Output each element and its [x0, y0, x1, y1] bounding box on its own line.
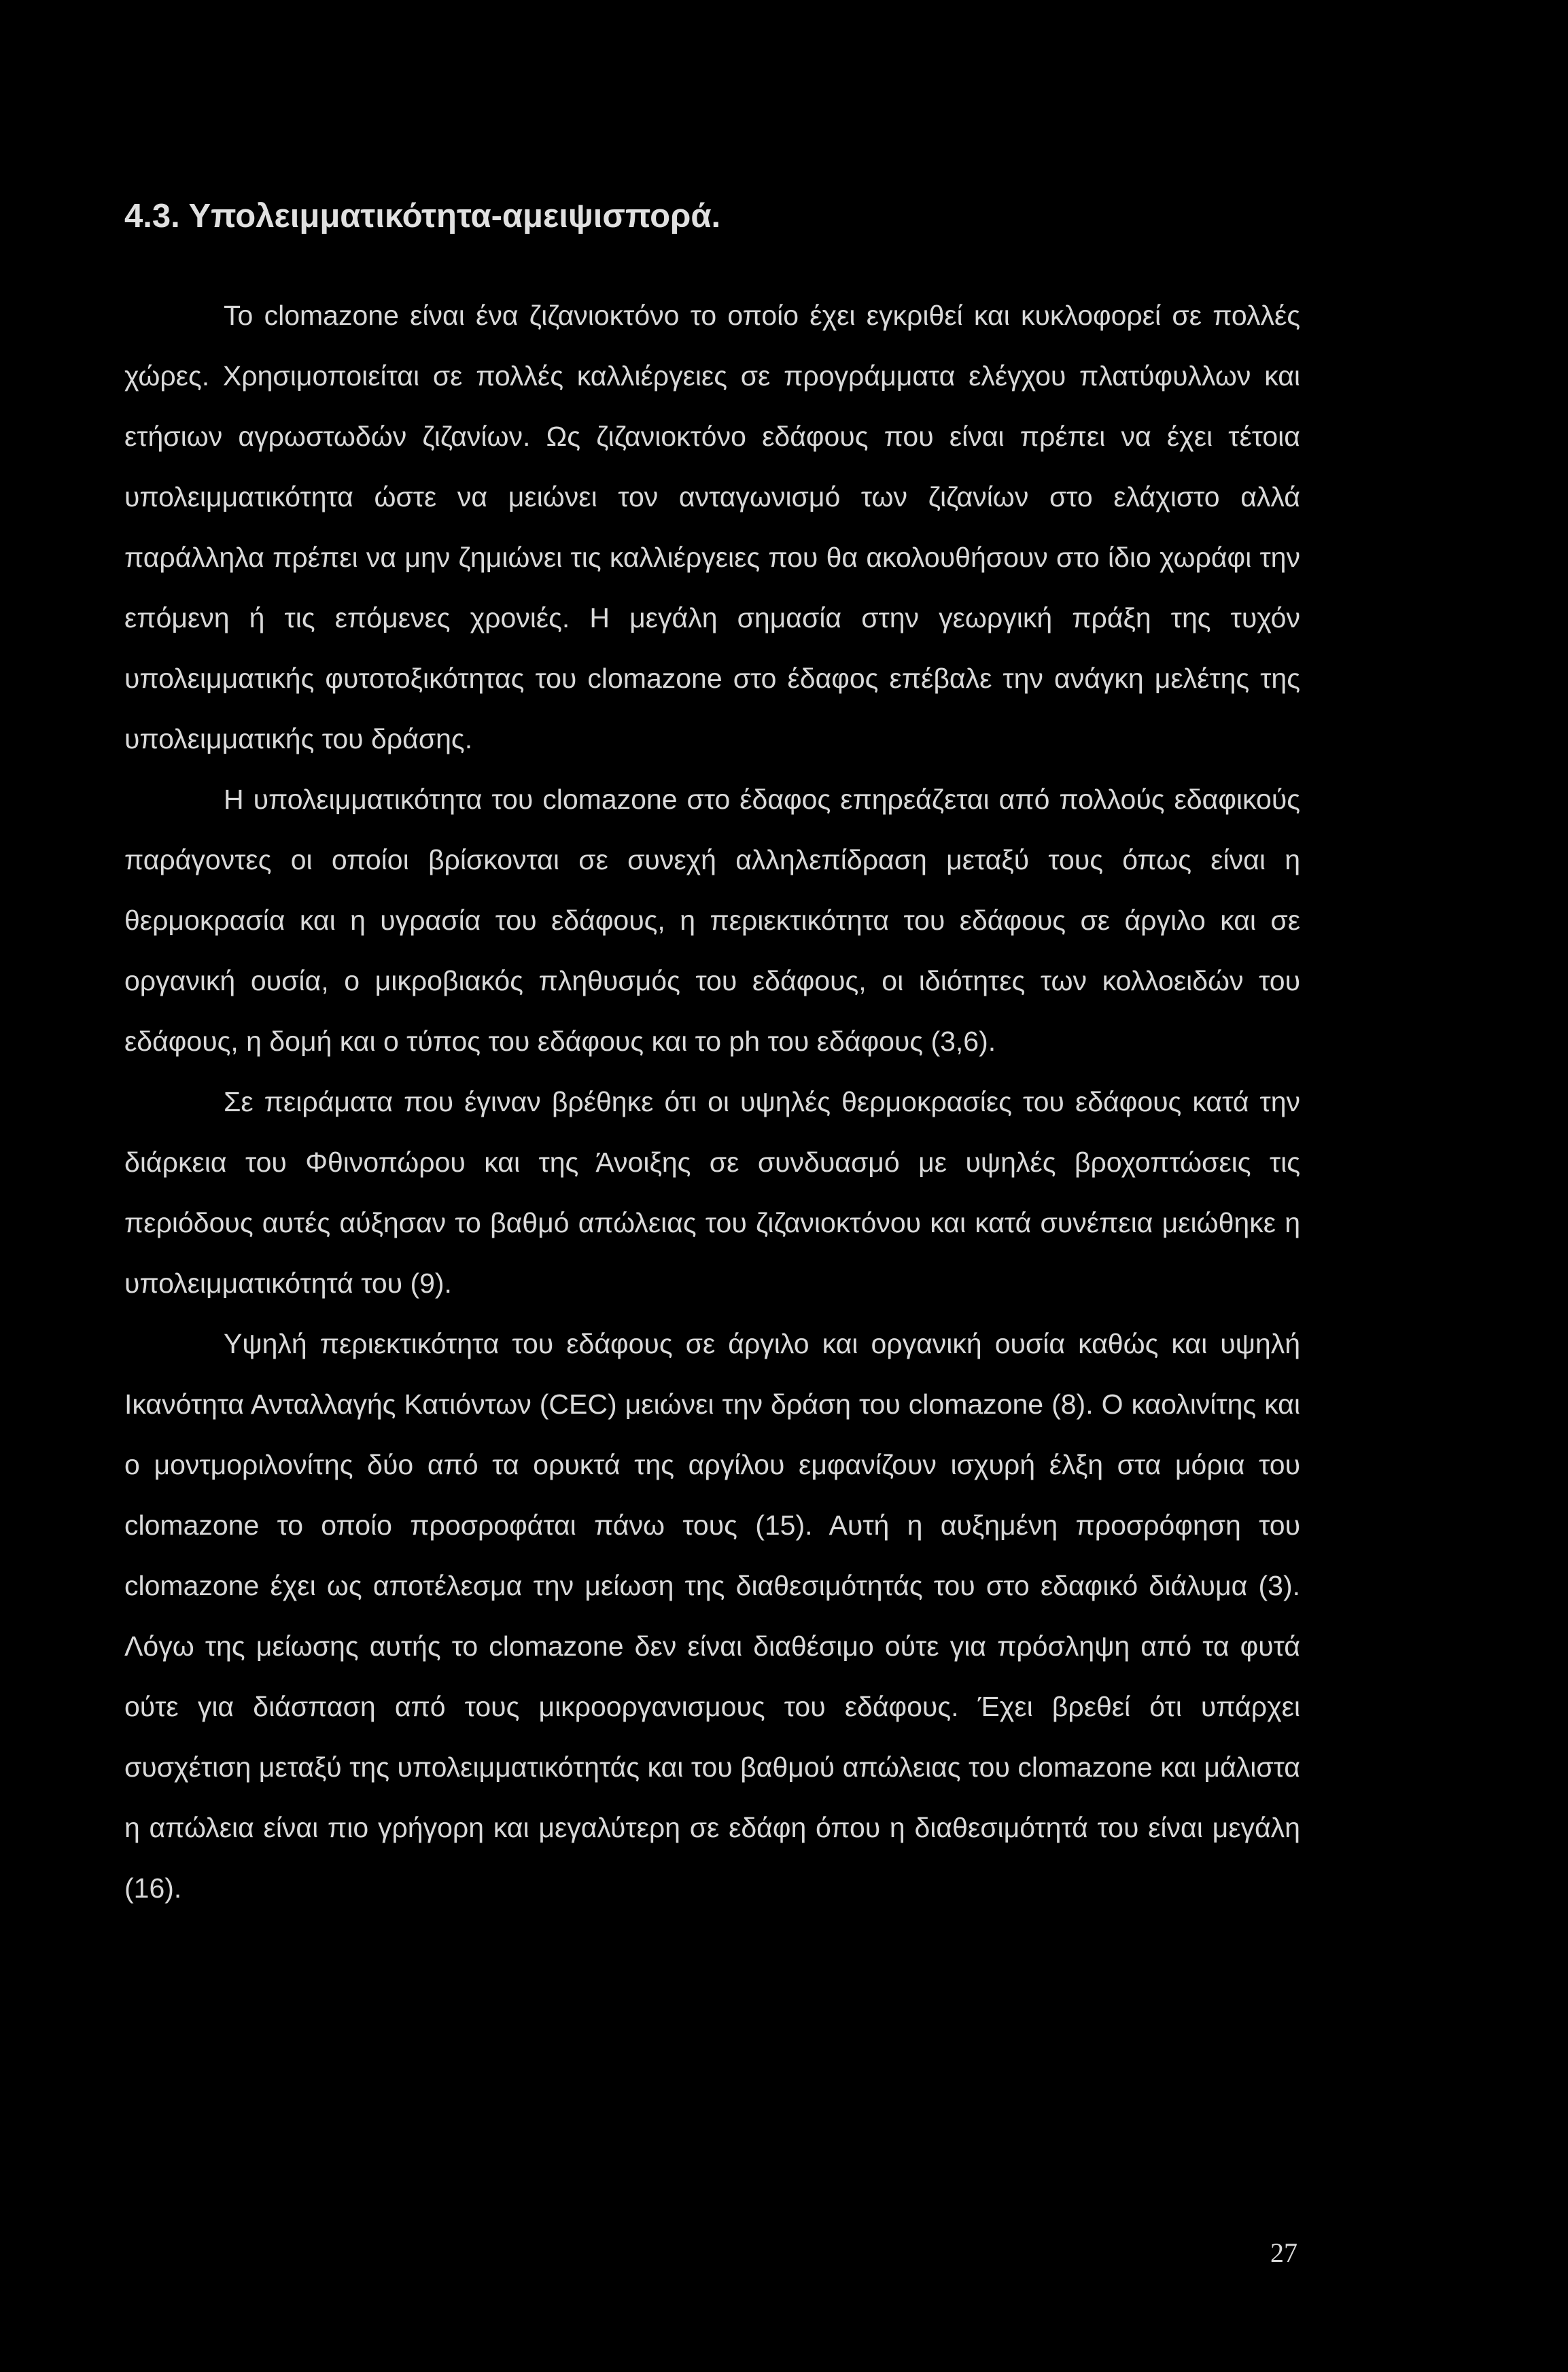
paragraph-4: Υψηλή περιεκτικότητα του εδάφους σε άργιλο και οργανική ουσία καθώς και υψηλή Ικανότητα Ανταλλαγής Κατιόντων (CEC) μειώνει την δράση του clomazone (8). Ο καολινίτης και ο μοντμοριλονίτης δύο από τα ορυκτά της αργίλου εμφανίζουν ισχυρή έλξη στα μόρια του clomazone το οποίο προσροφάται πάνω τους (15). Αυτή η αυξημένη προσρόφηση του clomazone έχει ως αποτέλεσμα την μείωση της διαθεσιμότητάς του στο εδαφικό διάλυμα (3). Λόγω της μείωσης αυτής το clomazone δεν είναι διαθέσιμο ούτε για πρόσληψη από τα φυτά ούτε για διάσπαση από τους μικροοργανισμους του εδάφους. Έχει βρεθεί ότι υπάρχει συσχέτιση μεταξύ της υπολειμματικότητάς και του βαθμού απώλειας του clomazone και μάλιστα η απώλεια είναι πιο γρήγορη και μεγαλύτερη σε εδάφη όπου η διαθεσιμότητά του είναι μεγάλη (16).	[124, 1328, 1300, 1904]
section-heading: 4.3. Υπολειμματικότητα-αμειψισπορά.	[124, 198, 721, 234]
paragraph-1: Το clomazone είναι ένα ζιζανιοκτόνο το οποίο έχει εγκριθεί και κυκλοφορεί σε πολλές χώρες. Χρησιμοποιείται σε πολλές καλλιέργειες σε προγράμματα ελέγχου πλατύφυλλων και ετήσιων αγρωστωδών ζιζανίων. Ως ζιζανιοκτόνο εδάφους που είναι πρέπει να έχει τέτοια υπολειμματικότητα ώστε να μειώνει τον ανταγωνισμό των ζιζανίων στο ελάχιστο αλλά παράλληλα πρέπει να μην ζημιώνει τις καλλιέργειες που θα ακολουθήσουν στο ίδιο χωράφι την επόμενη ή τις επόμενες χρονιές. Η μεγάλη σημασία στην γεωργική πράξη της τυχόν υπολειμματικής φυτοτοξικότητας του clomazone στο έδαφος επέβαλε την ανάγκη μελέτης της υπολειμματικής του δράσης.	[124, 300, 1300, 754]
paragraph-3: Σε πειράματα που έγιναν βρέθηκε ότι οι υψηλές θερμοκρασίες του εδάφους κατά την διάρκεια του Φθινοπώρου και της Άνοιξης σε συνδυασμό με υψηλές βροχοπτώσεις τις περιόδους αυτές αύξησαν το βαθμό απώλειας του ζιζανιοκτόνου και κατά συνέπεια μειώθηκε η υπολειμματικότητά του (9).	[124, 1086, 1300, 1299]
section-body	[124, 285, 1300, 1919]
page-number: 27	[1270, 2237, 1297, 2268]
paragraph-2: Η υπολειμματικότητα του clomazone στο έδαφος επηρεάζεται από πολλούς εδαφικούς παράγοντες οι οποίοι βρίσκονται σε συνεχή αλληλεπίδραση μεταξύ τους όπως είναι η θερμοκρασία και η υγρασία του εδάφους, η περιεκτικότητα του εδάφους σε άργιλο και σε οργανική ουσία, ο μικροβιακός πληθυσμός του εδάφους, οι ιδιότητες των κολλοειδών του εδάφους, η δομή και ο τύπος του εδάφους και το ph του εδάφους (3,6).	[124, 784, 1300, 1057]
